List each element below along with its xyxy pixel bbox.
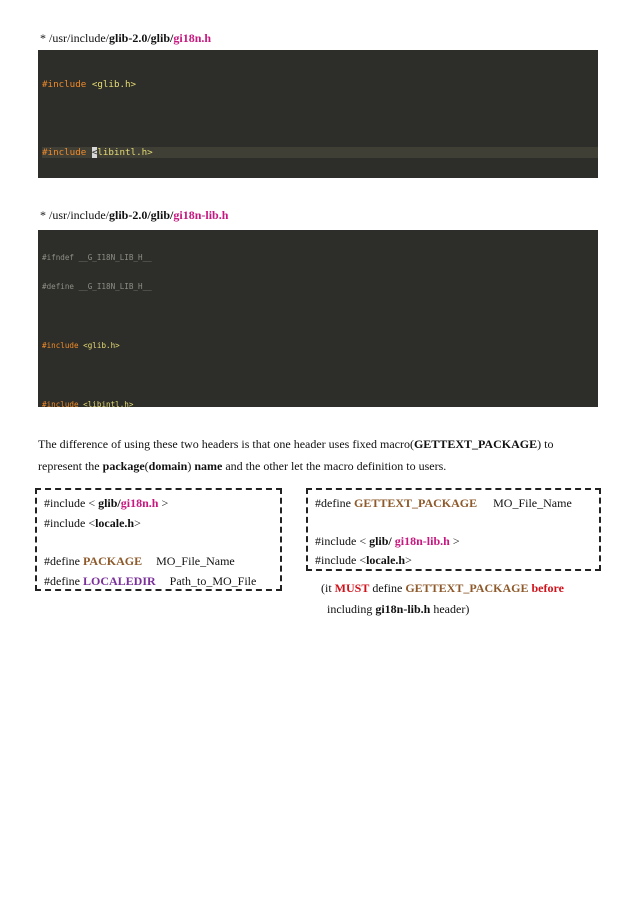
box-line: #define LOCALEDIR Path_to_MO_File [44, 574, 257, 588]
section2-path [40, 208, 228, 223]
gi18n-usage-box [35, 488, 282, 591]
text-cursor: < [91, 146, 98, 158]
code-line: #include <glib.h> [42, 79, 137, 91]
gi18n-code-block [38, 50, 598, 178]
box-line: #include <locale.h> [44, 516, 141, 530]
explanation-paragraph: The difference of using these two headers is that one header uses fixed macro(GETTEXT_PACKAGE) to represent the package(domain) name and the other let the macro definition to users. [38, 437, 554, 473]
code-line-highlighted: #include <libintl.h> [42, 147, 598, 158]
path-dir: glib-2.0/glib/ [109, 208, 174, 222]
box-line: #define PACKAGE MO_File_Name [44, 554, 235, 568]
gi18n-lib-usage-box [306, 488, 601, 571]
code-line: #ifndef __G_I18N_LIB_H__ [42, 252, 152, 262]
path-file: gi18n.h [173, 31, 212, 45]
box-line: #include <locale.h> [315, 553, 412, 567]
code-line [42, 113, 598, 124]
path-dir: glib-2.0/glib/ [109, 31, 174, 45]
box-line: #define GETTEXT_PACKAGE MO_File_Name [315, 496, 572, 510]
gi18n-lib-code-block [38, 230, 598, 407]
box-line: #include < glib/gi18n.h > [44, 496, 169, 510]
section1-path [40, 31, 211, 46]
code-line [42, 370, 598, 380]
code-line: #include <libintl.h> [42, 399, 134, 407]
path-prefix: * /usr/include/ [40, 208, 109, 222]
gettext-package-note: (it MUST define GETTEXT_PACKAGE before including gi18n-lib.h header) [321, 581, 564, 616]
code-line: #define __G_I18N_LIB_H__ [42, 281, 152, 291]
path-file: gi18n-lib.h [173, 208, 229, 222]
code-line: #include <glib.h> [42, 340, 120, 350]
box-line: #include < glib/ gi18n-lib.h > [315, 534, 460, 548]
path-prefix: * /usr/include/ [40, 31, 109, 45]
code-line [42, 311, 598, 321]
